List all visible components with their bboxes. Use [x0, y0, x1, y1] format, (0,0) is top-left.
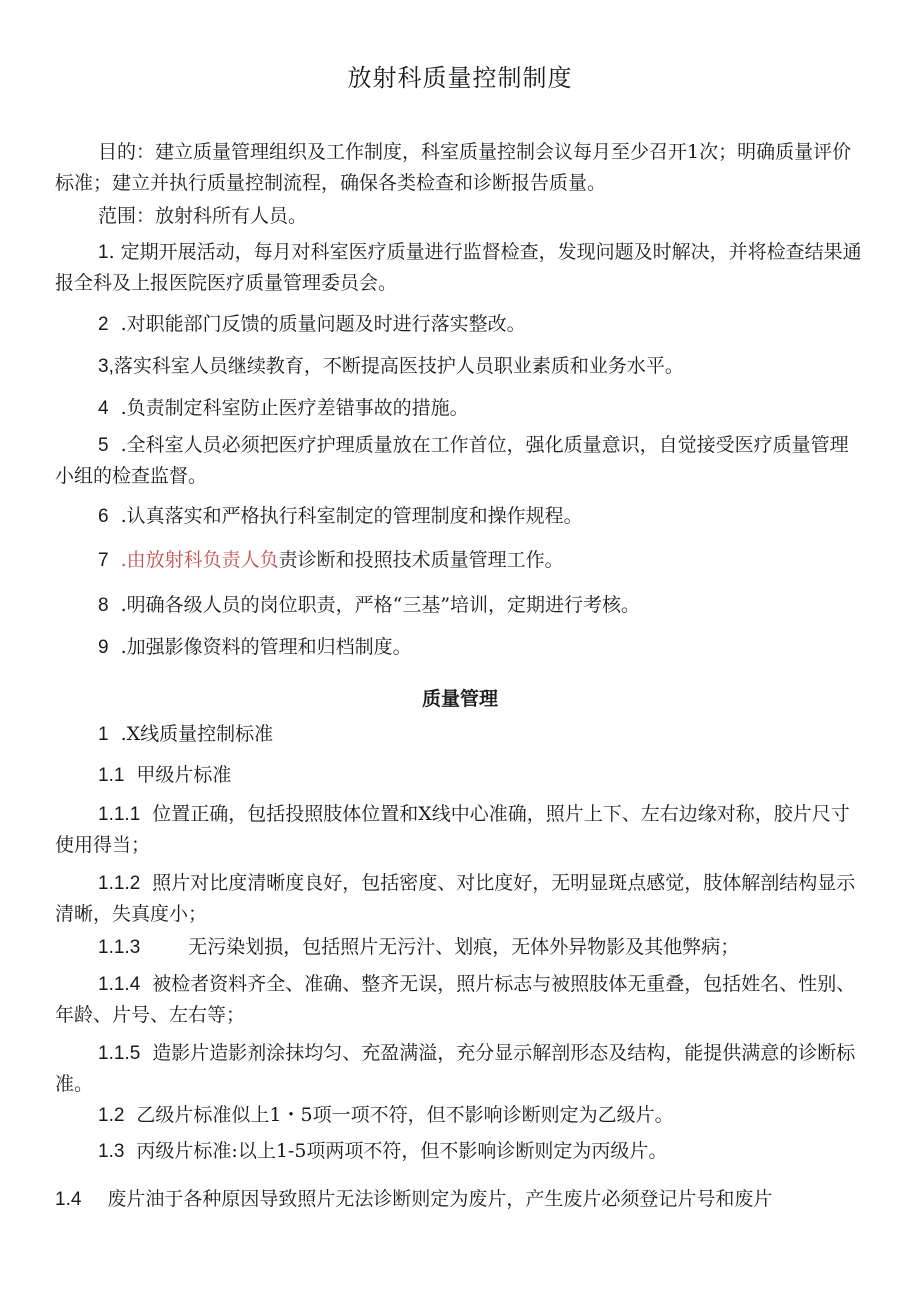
quality-item-1-4	[55, 1184, 867, 1215]
rule-item-1	[55, 237, 867, 299]
rule-text: .明确各级人员的岗位职责，严格“三基”培训，定期进行考核。	[120, 594, 641, 616]
quality-item-1-2	[55, 1100, 867, 1131]
rule-text: . 定期开展活动，每月对科室医疗质量进行监督检查，发现问题及时解决，并将检查结果通报全科及上报医院医疗质量管理委员会。	[55, 241, 862, 294]
quality-number: 1	[98, 724, 109, 745]
rule-number: 9	[98, 637, 109, 658]
rule-number: 2	[98, 314, 109, 335]
quality-number: 1.1.1	[98, 804, 141, 825]
rule-item-4	[55, 393, 867, 424]
rule-item-9	[55, 632, 867, 663]
quality-number: 1.1	[98, 765, 125, 786]
quality-text: 位置正确，包括投照肢体位置和X线中心准确，照片上下、左右边缘对称，胶片尺寸使用得当；	[55, 803, 850, 856]
quality-number: 1.1.4	[98, 974, 141, 995]
quality-text: .X线质量控制标准	[120, 723, 274, 745]
rule-text: 落实科室人员继续教育，不断提高医技护人员职业素质和业务水平。	[113, 355, 684, 377]
quality-item-1-1-5	[55, 1038, 867, 1100]
scope-paragraph: 范围：放射科所有人员。	[98, 205, 308, 227]
quality-number: 1.1.2	[98, 873, 141, 894]
rule-item-6	[55, 501, 867, 532]
quality-item-1-1-1	[55, 799, 867, 861]
rule-text-highlighted: 由放射科负责人负	[126, 549, 279, 571]
rule-dot: .	[120, 549, 127, 571]
rule-number: 7	[98, 550, 109, 571]
section-heading: 质量管理	[421, 688, 498, 710]
rule-item-5	[55, 430, 867, 492]
rule-text: .对职能部门反馈的质量问题及时进行落实整改。	[120, 313, 526, 335]
quality-text: 被检者资料齐全、准确、整齐无误，照片标志与被照肢体无重叠，包括姓名、性别、年龄、片号、左右等；	[55, 973, 856, 1026]
quality-text: 乙级片标准似上1・5项一项不符，但不影响诊断则定为乙级片。	[136, 1104, 674, 1126]
quality-text: 丙级片标准:以上1-5项两项不符，但不影响诊断则定为丙级片。	[136, 1140, 668, 1162]
rule-number: 1	[98, 242, 109, 263]
quality-text: 照片对比度清晰度良好，包括密度、对比度好，无明显斑点感觉，肢体解剖结构显示清晰，失真度小；	[55, 872, 856, 925]
quality-item-1-3	[55, 1136, 867, 1167]
quality-item-1-1-4	[55, 969, 867, 1031]
document-title: 放射科质量控制制度	[347, 64, 573, 92]
rule-item-7	[55, 545, 867, 576]
quality-item-1	[55, 719, 867, 750]
rule-text: .加强影像资料的管理和归档制度。	[120, 636, 412, 658]
quality-number: 1.3	[98, 1141, 125, 1162]
quality-item-1-1	[55, 760, 867, 791]
quality-number: 1.1.3	[98, 937, 141, 958]
quality-text: 废片油于各种原因导致照片无法诊断则定为废片，产生废片必须登记片号和废片	[107, 1188, 773, 1210]
rule-text: .负责制定科室防止医疗差错事故的措施。	[120, 397, 469, 419]
quality-number: 1.2	[98, 1105, 125, 1126]
purpose-paragraph: 目的：建立质量管理组织及工作制度，科室质量控制会议每月至少召开1次；明确质量评价标准；建立并执行质量控制流程，确保各类检查和诊断报告质量。	[55, 141, 852, 194]
quality-text: 造影片造影剂涂抹均匀、充盈满溢，充分显示解剖形态及结构，能提供满意的诊断标准。	[55, 1042, 856, 1095]
rule-number: 4	[98, 398, 109, 419]
quality-item-1-1-2	[55, 868, 867, 930]
rule-number: 6	[98, 506, 109, 527]
rule-item-8	[55, 590, 867, 621]
rule-text: .全科室人员必须把医疗护理质量放在工作首位，强化质量意识，自觉接受医疗质量管理小组的检查监督。	[55, 434, 849, 487]
quality-number: 1.4	[55, 1189, 82, 1210]
rule-text: .认真落实和严格执行科室制定的管理制度和操作规程。	[120, 505, 583, 527]
rule-item-3	[55, 351, 867, 382]
rule-number: 8	[98, 595, 109, 616]
quality-item-1-1-3	[55, 932, 867, 963]
quality-number: 1.1.5	[98, 1043, 141, 1064]
rule-text: 责诊断和投照技术质量管理工作。	[278, 549, 564, 571]
rule-number: 5	[98, 435, 109, 456]
quality-text: 甲级片标准	[136, 764, 232, 786]
quality-text: 无污染划损，包括照片无污汁、划痕，无体外异物影及其他弊病；	[188, 936, 740, 958]
rule-number: 3,	[98, 356, 114, 377]
rule-item-2	[55, 309, 867, 340]
